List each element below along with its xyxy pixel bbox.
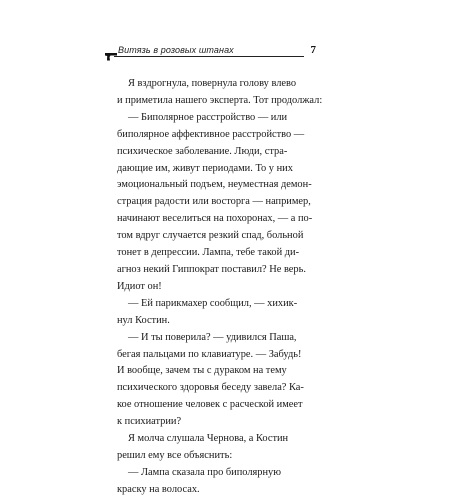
- text-line: тонет в депрессии. Лампа, тебе такой ди-: [117, 247, 300, 259]
- text-line: эмоциональный подъем, неуместная демон-: [117, 179, 312, 191]
- text-line: — Лампа сказала про биполярную: [128, 466, 282, 478]
- paragraph: [117, 76, 323, 110]
- running-head: [104, 43, 316, 61]
- text-line: кое отношение человек с расческой имеет: [117, 399, 303, 411]
- text-line: Идиот он!: [117, 280, 162, 292]
- text-line: биполярное аффективное расстройство —: [117, 128, 305, 140]
- text-line: решил ему все объяснить:: [117, 449, 233, 461]
- text-line: страция радости или восторга — например,: [117, 196, 311, 208]
- text-line: психическое заболевание. Люди, стра-: [117, 145, 288, 157]
- text-line: краску на волосах.: [117, 483, 200, 495]
- page-number: 7: [310, 44, 316, 56]
- header-rule: [114, 56, 304, 57]
- text-line: И вообще, зачем ты с дураком на тему: [117, 365, 287, 377]
- text-line: Я вздрогнула, повернула голову влево: [128, 78, 297, 89]
- book-title: Витязь в розовых штанах: [118, 45, 234, 55]
- text-line: к психиатрии?: [117, 416, 182, 428]
- text-line: и приметила нашего эксперта. Тот продолжал:: [117, 94, 323, 106]
- paragraph: [117, 110, 317, 296]
- text-line: психического здоровья беседу завела? Ка-: [117, 382, 304, 394]
- text-line: начинают веселиться на похоронах, — а по-: [117, 213, 313, 225]
- paragraph: [117, 296, 317, 330]
- paragraph: [117, 465, 317, 499]
- text-line: — И ты поверила? — удивился Паша,: [128, 331, 297, 343]
- text-line: агноз некий Гиппократ поставил? Не верь.: [117, 263, 306, 275]
- body-text: [117, 76, 323, 499]
- paragraph: [117, 431, 317, 465]
- text-line: — Ей парикмахер сообщил, — хихик-: [128, 297, 298, 309]
- text-line: дающие им, живут периодами. То у них: [117, 162, 293, 174]
- text-line: бегая пальцами по клавиатуре. — Забудь!: [117, 348, 302, 360]
- text-line: Я молча слушала Чернова, а Костин: [128, 433, 289, 445]
- paragraph: [117, 330, 317, 431]
- text-line: — Биполярное расстройство — или: [128, 111, 288, 123]
- text-line: том вдруг случается резкий спад, больной: [117, 230, 304, 242]
- text-line: нул Костин.: [117, 314, 170, 326]
